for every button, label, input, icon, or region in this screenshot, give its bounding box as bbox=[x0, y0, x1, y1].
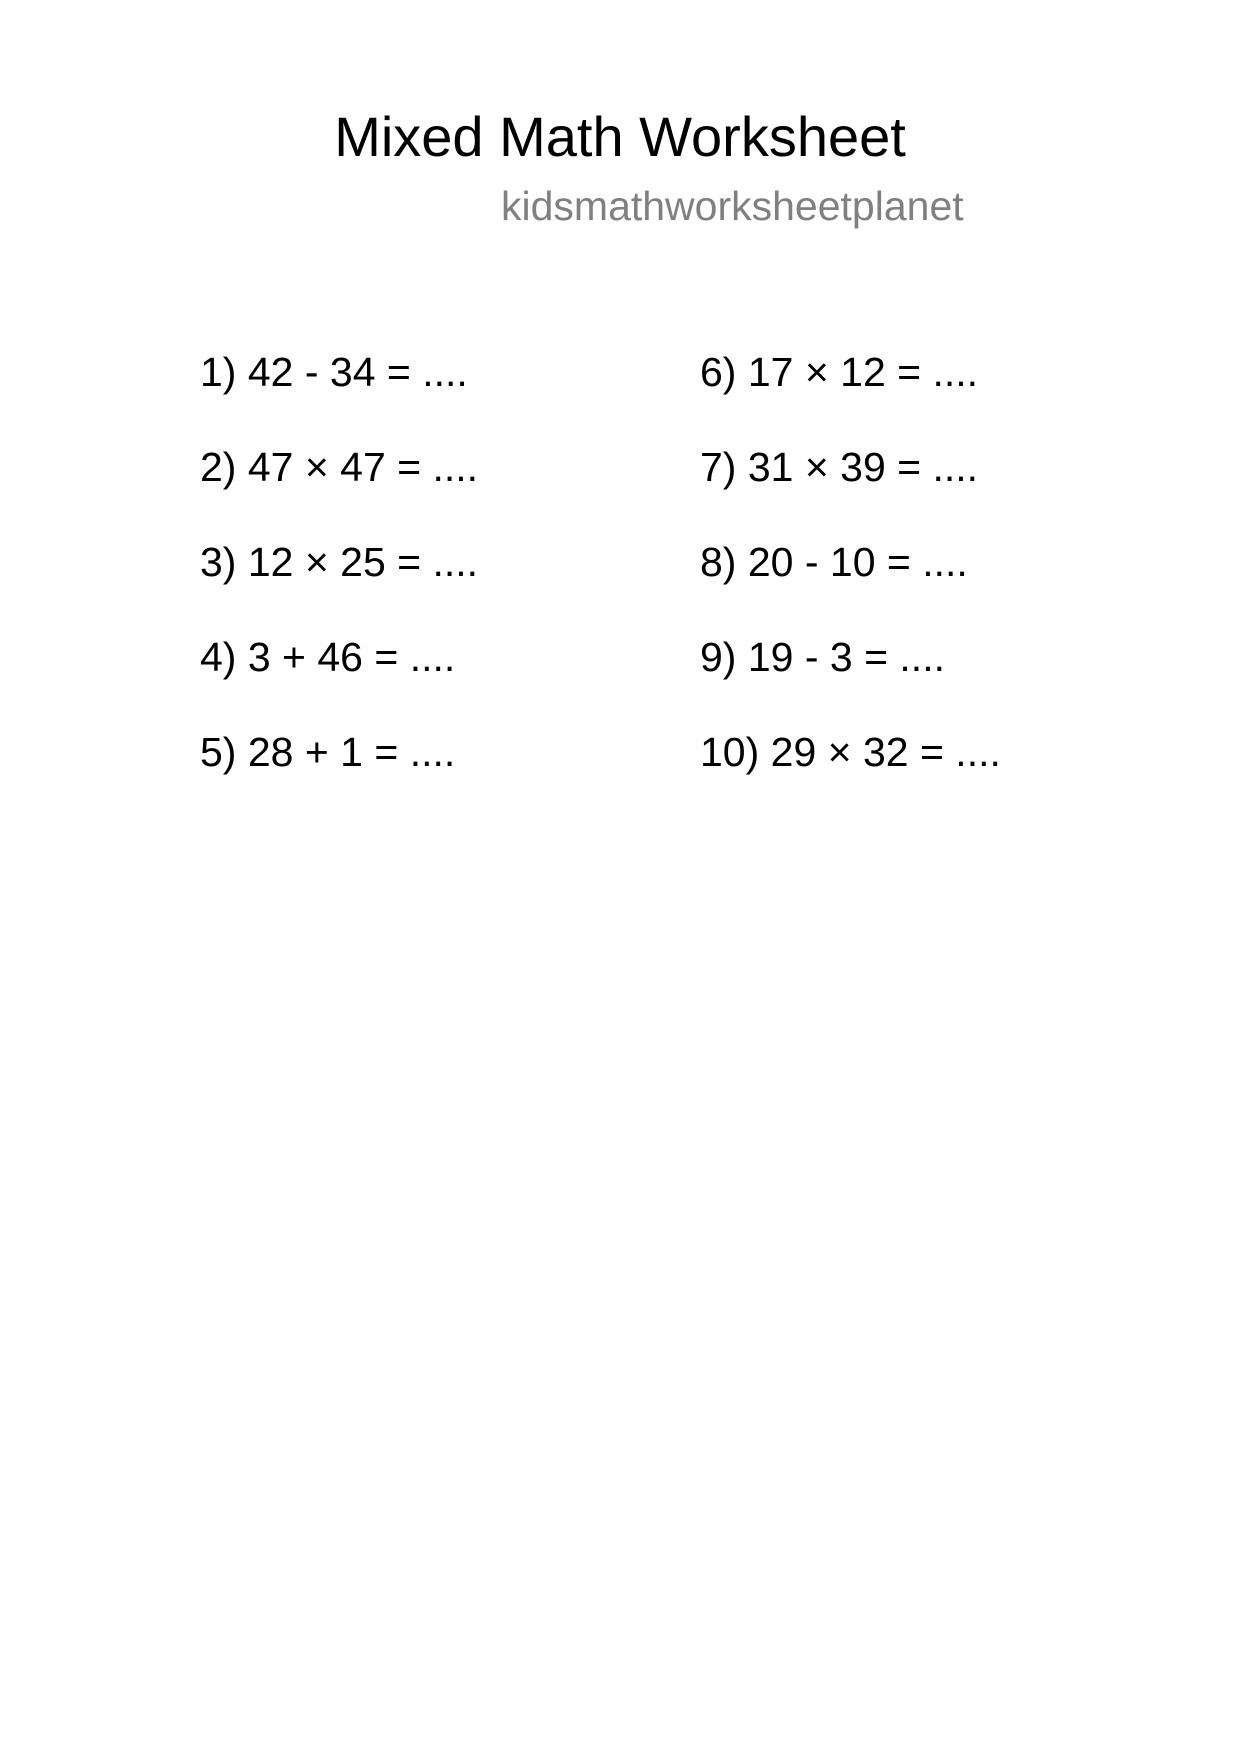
problem-2: 2) 47 × 47 = .... bbox=[200, 444, 479, 490]
problem-5: 5) 28 + 1 = .... bbox=[200, 729, 456, 775]
problem-9: 9) 19 - 3 = .... bbox=[700, 634, 945, 680]
worksheet-title: Mixed Math Worksheet bbox=[334, 105, 906, 168]
problem-8: 8) 20 - 10 = .... bbox=[700, 539, 968, 585]
problem-7: 7) 31 × 39 = .... bbox=[700, 444, 979, 490]
problem-3: 3) 12 × 25 = .... bbox=[200, 539, 479, 585]
worksheet-source-label: kidsmathworksheetplanet bbox=[501, 183, 964, 229]
problem-10: 10) 29 × 32 = .... bbox=[700, 729, 1001, 775]
problem-1: 1) 42 - 34 = .... bbox=[200, 349, 468, 395]
problem-4: 4) 3 + 46 = .... bbox=[200, 634, 456, 680]
problem-column-right bbox=[700, 348, 1001, 823]
problem-6: 6) 17 × 12 = .... bbox=[700, 349, 979, 395]
problem-column-left bbox=[200, 348, 478, 823]
